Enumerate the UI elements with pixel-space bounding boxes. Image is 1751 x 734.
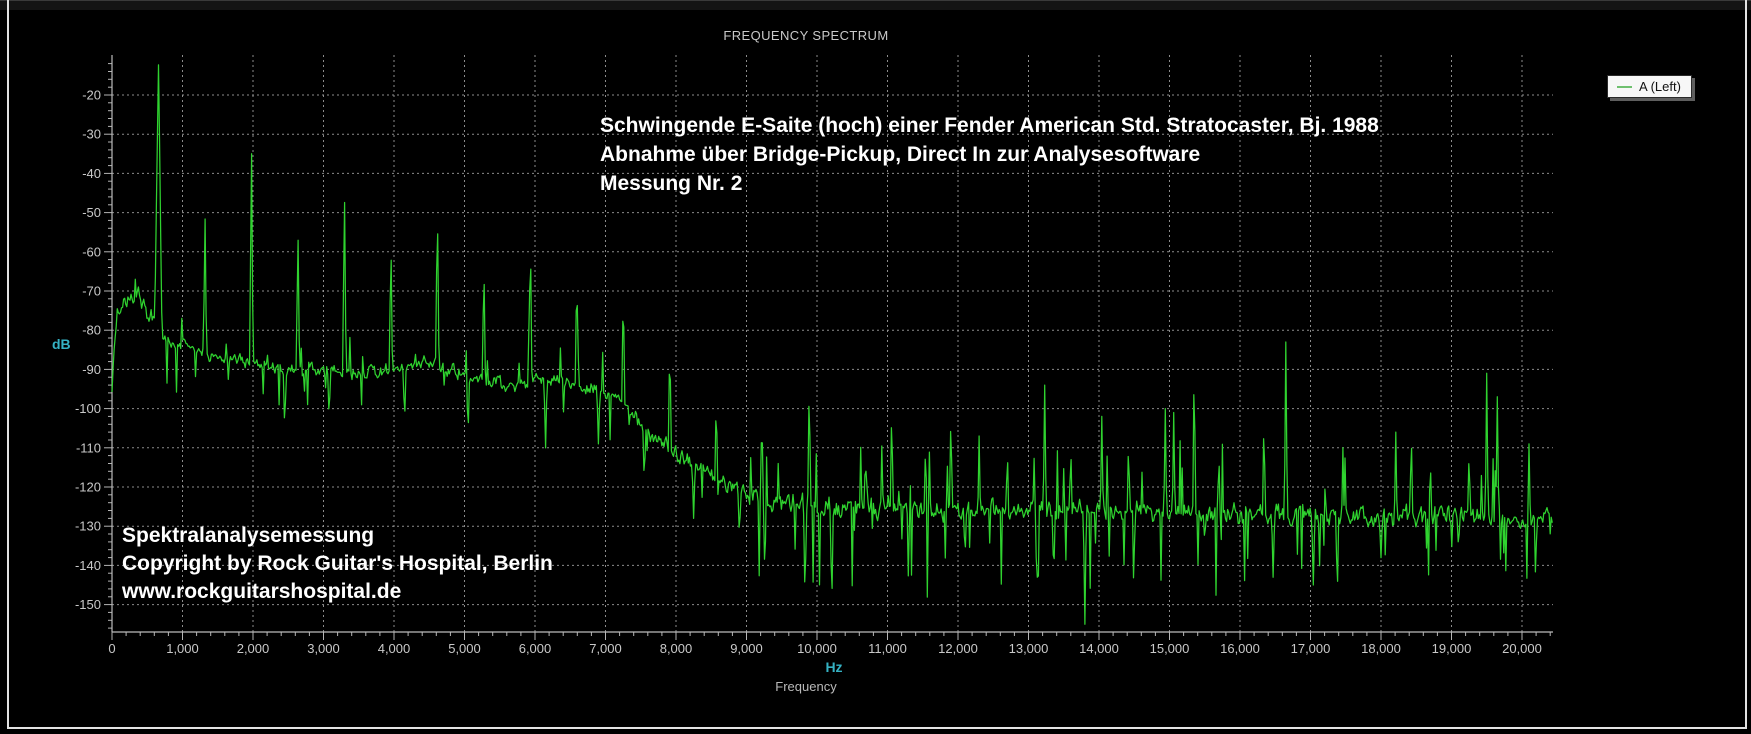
svg-text:9,000: 9,000 (730, 641, 763, 656)
svg-text:-110: -110 (75, 440, 101, 456)
svg-text:4,000: 4,000 (377, 641, 411, 656)
svg-text:-90: -90 (82, 361, 101, 377)
svg-text:17,000: 17,000 (1290, 641, 1331, 656)
svg-text:6,000: 6,000 (518, 641, 552, 656)
annotation-top-line-1: Schwingende E-Saite (hoch) einer Fender American Std. Stratocaster, Bj. 1988 (600, 114, 1379, 137)
legend-series-label: A (Left) (1639, 79, 1681, 94)
svg-text:19,000: 19,000 (1431, 641, 1472, 656)
svg-text:5,000: 5,000 (448, 641, 481, 656)
svg-text:-100: -100 (74, 401, 101, 417)
svg-text:-50: -50 (82, 205, 101, 221)
annotation-top-line-3: Messung Nr. 2 (600, 172, 743, 195)
svg-text:13,000: 13,000 (1008, 641, 1049, 656)
copyright-annotation (122, 522, 553, 606)
svg-text:16,000: 16,000 (1220, 641, 1260, 656)
svg-text:-80: -80 (82, 322, 101, 338)
svg-text:-60: -60 (82, 244, 101, 260)
svg-text:-150: -150 (74, 597, 101, 613)
svg-text:3,000: 3,000 (307, 641, 340, 656)
legend[interactable] (1607, 75, 1692, 98)
svg-text:-120: -120 (74, 479, 101, 495)
svg-text:10,000: 10,000 (797, 641, 837, 656)
svg-text:-70: -70 (82, 283, 101, 299)
svg-text:18,000: 18,000 (1361, 641, 1401, 656)
svg-text:-140: -140 (74, 557, 101, 573)
svg-text:15,000: 15,000 (1149, 641, 1190, 656)
chart-title: FREQUENCY SPECTRUM (723, 28, 889, 43)
svg-text:1,000: 1,000 (166, 641, 199, 656)
svg-text:-30: -30 (82, 126, 101, 142)
x-axis-unit-label: Hz (825, 659, 843, 675)
svg-text:0: 0 (108, 641, 116, 656)
svg-text:20,000: 20,000 (1502, 641, 1542, 656)
annotation-bottom-line-3: www.rockguitarshospital.de (122, 580, 402, 603)
annotation-bottom-line-1: Spektralanalysemessung (122, 524, 375, 547)
svg-text:-20: -20 (82, 87, 101, 103)
svg-text:2,000: 2,000 (236, 641, 270, 656)
svg-text:-130: -130 (74, 518, 101, 534)
y-tick-labels (75, 88, 101, 613)
svg-text:14,000: 14,000 (1079, 641, 1119, 656)
svg-text:-40: -40 (82, 165, 101, 181)
svg-text:12,000: 12,000 (938, 641, 978, 656)
x-axis-title: Frequency (775, 679, 837, 694)
y-axis-unit-label: dB (52, 336, 71, 352)
x-tick-labels (108, 641, 1542, 656)
legend-series-swatch (1617, 86, 1632, 88)
svg-text:8,000: 8,000 (659, 641, 693, 656)
annotation-bottom-line-2: Copyright by Rock Guitar's Hospital, Berlin (122, 552, 553, 575)
annotation-top-line-2: Abnahme über Bridge-Pickup, Direct In zur Analysesoftware (600, 143, 1201, 166)
measurement-annotation (600, 111, 1379, 198)
svg-text:7,000: 7,000 (589, 641, 622, 656)
svg-text:11,000: 11,000 (868, 641, 907, 656)
